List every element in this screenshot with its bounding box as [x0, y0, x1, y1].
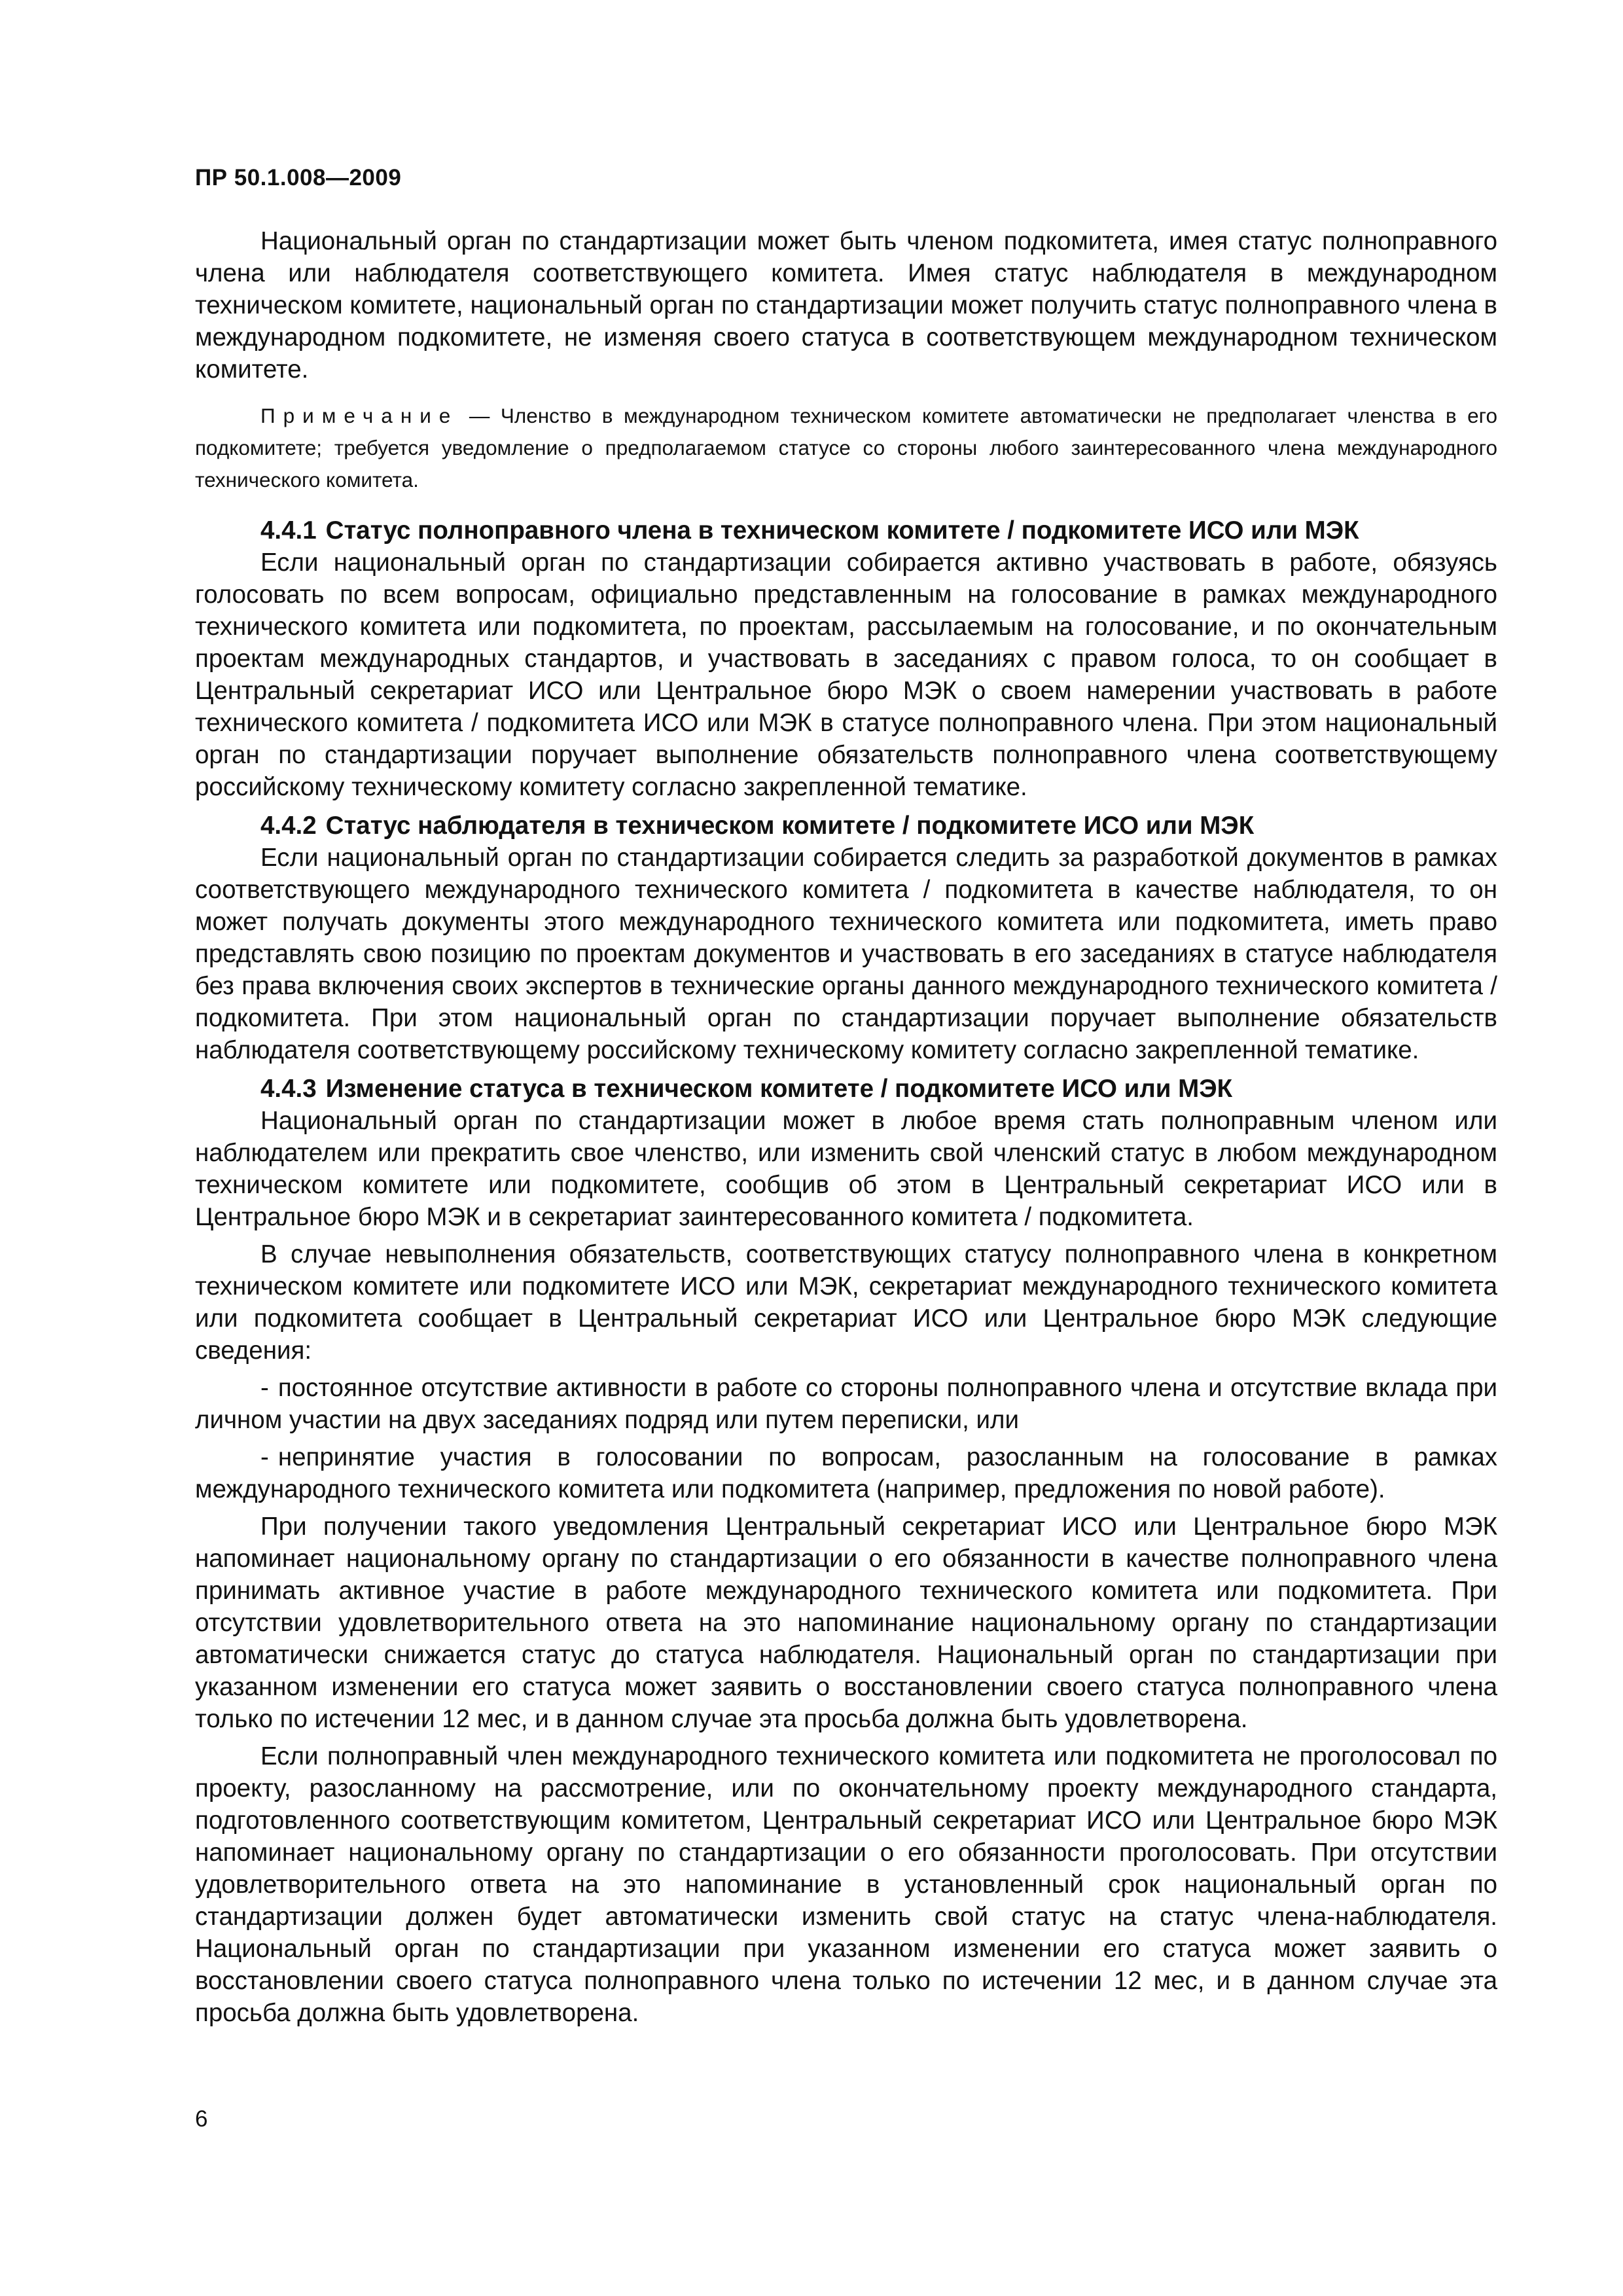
- note-label: Примечание: [260, 404, 459, 427]
- section-442-paragraph: Если национальный орган по стандартизации собирается следить за разработкой документов в рамках соответствующего международного технического комитета / подкомитета в качестве наблюдателя, то он может получать документы этого международного технического комитета или подкомитета, иметь право представлять свою позицию по проектам документов и участвовать в его заседаниях в статусе наблюдателя без права включения своих экспертов в технические органы данного международного технического комитета / подкомитета. При этом национальный орган по стандартизации поручает выполнение обязательств наблюдателя соответствующему российскому техническому комитету согласно закрепленной тематике.: [195, 844, 1497, 1064]
- list-item-text: непринятие участия в голосовании по вопросам, разосланным на голосование в рамках международного технического комитета или подкомитета (например, предложения по новой работе).: [195, 1443, 1497, 1503]
- list-item: [195, 1441, 1497, 1505]
- document-body: [195, 225, 1497, 2034]
- list-dash: -: [260, 1443, 269, 1471]
- section-443-paragraph-2: В случае невыполнения обязательств, соответствующих статусу полноправного члена в конкретном техническом комитете или подкомитете ИСО или МЭК, секретариат международного технического комитета или подкомитета сообщает в Центральный секретариат ИСО или Центральное бюро МЭК следующие сведения:: [195, 1240, 1497, 1365]
- section-443-paragraph-1: Национальный орган по стандартизации может в любое время стать полноправным членом или наблюдателем или прекратить свое членство, или изменить свой членский статус в любом международном техническом комитете или подкомитете, сообщив об этом в Центральный секретариат ИСО или в Центральное бюро МЭК и в секретариат заинтересованного комитета / подкомитета.: [195, 1107, 1497, 1231]
- document-code-header: ПР 50.1.008—2009: [195, 165, 402, 190]
- section-number: 4.4.3: [260, 1075, 317, 1103]
- list-dash: -: [260, 1374, 269, 1402]
- section-number: 4.4.2: [260, 812, 317, 840]
- note-text: — Членство в международном техническом комитете автоматически не предполагает членства в его подкомитете; требуется уведомление о предполагаемом статусе со стороны любого заинтересованного члена международного технического комитета.: [195, 404, 1497, 492]
- note: [195, 400, 1497, 496]
- list-item: [195, 1372, 1497, 1436]
- page-number: 6: [195, 2106, 208, 2132]
- section-title: Статус полноправного члена в техническом комитете / подкомитете ИСО или МЭК: [325, 516, 1359, 545]
- section-title: Изменение статуса в техническом комитете / подкомитете ИСО или МЭК: [325, 1075, 1233, 1103]
- section-441-paragraph: Если национальный орган по стандартизации собирается активно участвовать в работе, обязуясь голосовать по всем вопросам, официально представленным на голосование в рамках международного технического комитета или подкомитета, по проектам, рассылаемым на голосование, и по окончательным проектам международных стандартов, и участвовать в заседаниях с правом голоса, то он сообщает в Центральный секретариат ИСО или Центральное бюро МЭК о своем намерении участвовать в работе технического комитета / подкомитета ИСО или МЭК в статусе полноправного члена. При этом национальный орган по стандартизации поручает выполнение обязательств полноправного члена соответствующему российскому техническому комитету согласно закрепленной тематике.: [195, 548, 1497, 801]
- section-title: Статус наблюдателя в техническом комитете / подкомитете ИСО или МЭК: [325, 812, 1255, 840]
- list-item-text: постоянное отсутствие активности в работе со стороны полноправного члена и отсутствие вклада при личном участии на двух заседаниях подряд или путем переписки, или: [195, 1374, 1497, 1434]
- section-443-paragraph-3: При получении такого уведомления Центральный секретариат ИСО или Центральное бюро МЭК напоминает национальному органу по стандартизации о его обязанности в качестве полноправного члена принимать активное участие в работе международного технического комитета или подкомитета. При отсутствии удовлетворительного ответа на это напоминание национальному органу по стандартизации автоматически снижается статус до статуса наблюдателя. Национальный орган по стандартизации при указанном изменении его статуса может заявить о восстановлении своего статуса полноправного члена только по истечении 12 мес, и в данном случае эта просьба должна быть удовлетворена.: [195, 1513, 1497, 1733]
- section-443-paragraph-4: Если полноправный член международного технического комитета или подкомитета не проголосовал по проекту, разосланному на рассмотрение, или по окончательному проекту международного стандарта, подготовленного соответствующим комитетом, Центральный секретариат ИСО или Центральное бюро МЭК напоминает национальному органу по стандартизации о его обязанности проголосовать. При отсутствии удовлетворительного ответа на это напоминание в установленный срок национальный орган по стандартизации должен будет автоматически изменить свой статус на статус члена-наблюдателя. Национальный орган по стандартизации при указанном изменении его статуса может заявить о восстановлении своего статуса полноправного члена только по истечении 12 мес, и в данном случае эта просьба должна быть удовлетворена.: [195, 1742, 1497, 2027]
- section-heading-442: [195, 810, 1497, 842]
- section-heading-441: [195, 514, 1497, 547]
- section-heading-443: [195, 1073, 1497, 1105]
- section-number: 4.4.1: [260, 516, 317, 545]
- intro-paragraph: Национальный орган по стандартизации может быть членом подкомитета, имея статус полноправного члена или наблюдателя соответствующего комитета. Имея статус наблюдателя в международном техническом комитете, национальный орган по стандартизации может получить статус полноправного члена в международном подкомитете, не изменяя своего статуса в соответствующем международном техническом комитете.: [195, 227, 1497, 384]
